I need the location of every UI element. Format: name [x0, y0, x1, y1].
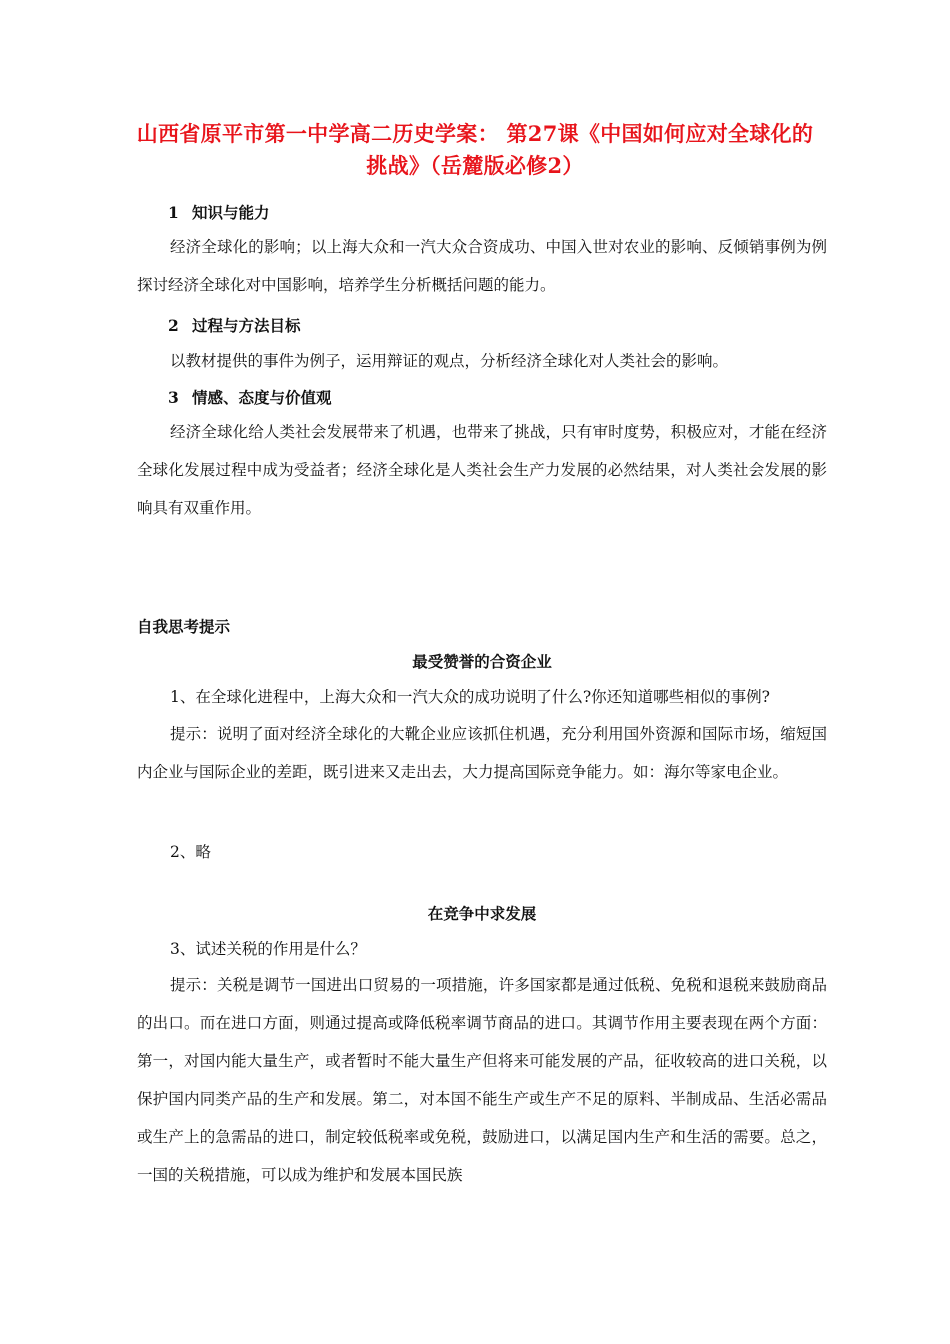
question-1: 1、在全球化进程中，上海大众和一汽大众的成功说明了什么?你还知道哪些相似的事例?: [170, 688, 770, 706]
objective-title: 知识与能力: [192, 203, 270, 222]
section-heading-competition: 在竞争中求发展: [427, 904, 537, 923]
self-think-label: 自我思考提示: [137, 617, 231, 636]
section-heading-joint-venture: 最受赞誉的合资企业: [412, 652, 552, 671]
objective-text-1: 经济全球化的影响；以上海大众和一汽大众合资成功、中国入世对农业的影响、反倾销事例为例探讨经济全球化对中国影响，培养学生分析概括问题的能力。: [137, 238, 827, 294]
hint-1: 提示：说明了面对经济全球化的大靴企业应该抓住机遇，充分利用国外资源和国际市场，缩短国内企业与国际企业的差距，既引进来又走出去，大力提高国际竞争能力。如：海尔等家电企业。: [137, 725, 827, 781]
document-title: 山西省原平市第一中学高二历史学案： 第27课《中国如何应对全球化的挑战》（岳麓版必修2）: [136, 121, 814, 178]
objective-number: 2: [168, 316, 179, 335]
objective-heading-1: [168, 203, 270, 223]
question-2: 2、略: [170, 843, 211, 861]
objective-text-2: 以教材提供的事件为例子，运用辩证的观点，分析经济全球化对人类社会的影响。: [170, 352, 729, 370]
objective-title: 情感、态度与价值观: [192, 388, 332, 407]
objective-title: 过程与方法目标: [192, 316, 301, 335]
objective-number: 3: [168, 388, 179, 407]
question-3: 3、试述关税的作用是什么？: [170, 940, 366, 958]
objective-text-3: 经济全球化给人类社会发展带来了机遇，也带来了挑战，只有审时度势，积极应对，才能在经济全球化发展过程中成为受益者；经济全球化是人类社会生产力发展的必然结果，对人类社会发展的影响具有双重作用。: [137, 423, 827, 517]
objective-number: 1: [168, 203, 179, 222]
objective-heading-2: [168, 316, 301, 336]
objective-heading-3: [168, 388, 332, 408]
hint-3: 提示：关税是调节一国进出口贸易的一项措施，许多国家都是通过低税、免税和退税来鼓励商品的出口。而在进口方面，则通过提高或降低税率调节商品的进口。其调节作用主要表现在两个方面：第一，对国内能大量生产，或者暂时不能大量生产但将来可能发展的产品，征收较高的进口关税，以保护国内同类产品的生产和发展。第二，对本国不能生产或生产不足的原料、半制成品、生活必需品或生产上的急需品的进口，制定较低税率或免税，鼓励进口，以满足国内生产和生活的需要。总之，一国的关税措施，可以成为维护和发展本国民族: [137, 976, 827, 1184]
